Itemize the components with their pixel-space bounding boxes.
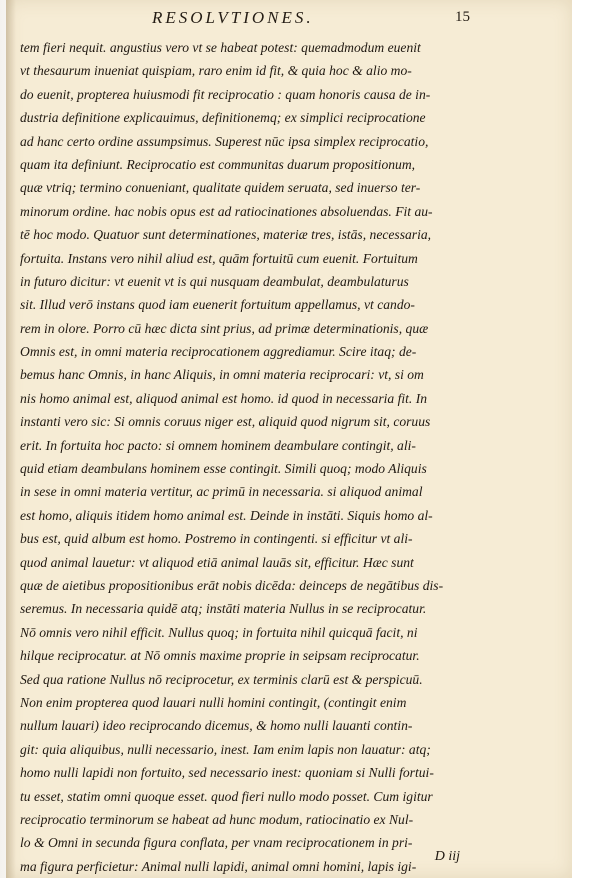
text-line: ad hanc certo ordine assumpsimus. Superest nūc ipsa simplex reciprocatio, bbox=[20, 133, 429, 149]
text-line: instanti vero sic: Si omnis coruus niger est, aliquid quod nigrum sit, coruus bbox=[20, 414, 431, 430]
text-line: quæ de aietibus propositionibus erāt nobis dicēda: deinceps de negātibus dis- bbox=[20, 577, 444, 593]
text-line: homo nulli lapidi non fortuito, sed necessario inest: quoniam si Nulli fortui- bbox=[20, 765, 434, 781]
text-line: Sed qua ratione Nullus nō reciprocetur, ex terminis clarū est & perspicuū. bbox=[20, 671, 423, 687]
text-line: Non enim propterea quod lauari nulli homini contingit, (contingit enim bbox=[20, 694, 407, 710]
running-head: RESOLVTIONES. bbox=[152, 8, 314, 27]
text-line: sit. Illud verō instans quod iam euenerit fortuitum appellamus, vt cando- bbox=[20, 297, 415, 313]
text-line: nis homo animal est, aliquod animal est homo. id quod in necessaria fit. In bbox=[20, 390, 428, 406]
text-line: Nō omnis vero nihil efficit. Nullus quoq; in fortuita nihil quicquā facit, ni bbox=[20, 624, 418, 640]
text-line: vt thesaurum inueniat quispiam, raro enim id fit, & quia hoc & alio mo- bbox=[20, 63, 412, 79]
text-line: quæ vtriq; termino conueniant, qualitate quidem seruata, sed inuerso ter- bbox=[20, 180, 421, 196]
text-line: seremus. In necessaria quidē atq; instāti materia Nullus in se reciprocatur. bbox=[20, 601, 427, 617]
text-line: in futuro dicitur: vt euenit vt is qui nusquam deambulat, deambulaturus bbox=[20, 273, 409, 289]
page-number: 15 bbox=[455, 9, 470, 25]
text-line: reciprocatio terminorum se habeat ad hunc modum, ratiocinatio ex Nul- bbox=[20, 811, 414, 827]
signature-mark: D iij bbox=[434, 849, 460, 864]
book-page bbox=[6, 0, 572, 878]
text-line: quod animal lauetur: vt aliquod etiā animal lauās sit, efficitur. Hæc sunt bbox=[20, 554, 414, 570]
text-line: do euenit, propterea huiusmodi fit reciprocatio : quam honoris causa de in- bbox=[20, 86, 431, 102]
text-line: minorum ordine. hac nobis opus est ad ratiocinationes absoluendas. Fit au- bbox=[20, 203, 433, 219]
text-line: dustria definitione explicauimus, definitionemq; ex simplici reciprocatione bbox=[20, 110, 426, 126]
text-line: quid etiam deambulans hominem esse contingit. Simili quoq; modo Aliquis bbox=[20, 461, 427, 477]
text-line: tu esset, statim omni quoque esset. quod fieri nullo modo posset. Cum igitur bbox=[20, 788, 433, 804]
text-line: fortuita. Instans vero nihil aliud est, quām fortuitū cum euenit. Fortuitum bbox=[20, 250, 418, 266]
text-line: bus est, quid album est homo. Postremo in contingenti. si efficitur vt ali- bbox=[20, 531, 413, 547]
text-line: Omnis est, in omni materia reciprocationem aggrediamur. Scire itaq; de- bbox=[20, 344, 417, 360]
text-line: nullum lauari) ideo reciprocando dicemus, & homo nulli lauanti contin- bbox=[20, 718, 413, 734]
text-line: rem in olore. Porro cū hæc dicta sint prius, ad primæ determinationis, quæ bbox=[20, 320, 429, 336]
text-line: quam ita definiunt. Reciprocatio est communitas duarum propositionum, bbox=[20, 156, 416, 172]
text-line: lo & Omni in secunda figura conflata, per vnam reciprocationem in pri- bbox=[20, 835, 413, 851]
text-line: erit. In fortuita hoc pacto: si omnem hominem deambulare contingit, ali- bbox=[20, 437, 416, 453]
text-line: tem fieri nequit. angustius vero vt se habeat potest: quemadmodum euenit bbox=[20, 40, 421, 55]
text-line: tē hoc modo. Quatuor sunt determinationes, materiæ tres, istās, necessaria, bbox=[20, 227, 432, 243]
text-line: ma figura perficietur: Animal nulli lapidi, animal omni homini, lapis igi- bbox=[20, 858, 417, 874]
text-line: hilque reciprocatur. at Nō omnis maxime proprie in seipsam reciprocatur. bbox=[20, 648, 420, 664]
text-line: bemus hanc Omnis, in hanc Aliquis, in omni materia reciprocari: vt, si om bbox=[20, 367, 424, 383]
text-line: est homo, aliquis itidem homo animal est. Deinde in instāti. Siquis homo al- bbox=[20, 507, 433, 523]
body-text bbox=[20, 36, 512, 878]
text-line: git: quia aliquibus, nulli necessario, inest. Iam enim lapis non lauatur: atq; bbox=[20, 741, 431, 757]
text-line: in sese in omni materia vertitur, ac primū in necessaria. si aliquod animal bbox=[20, 484, 423, 500]
